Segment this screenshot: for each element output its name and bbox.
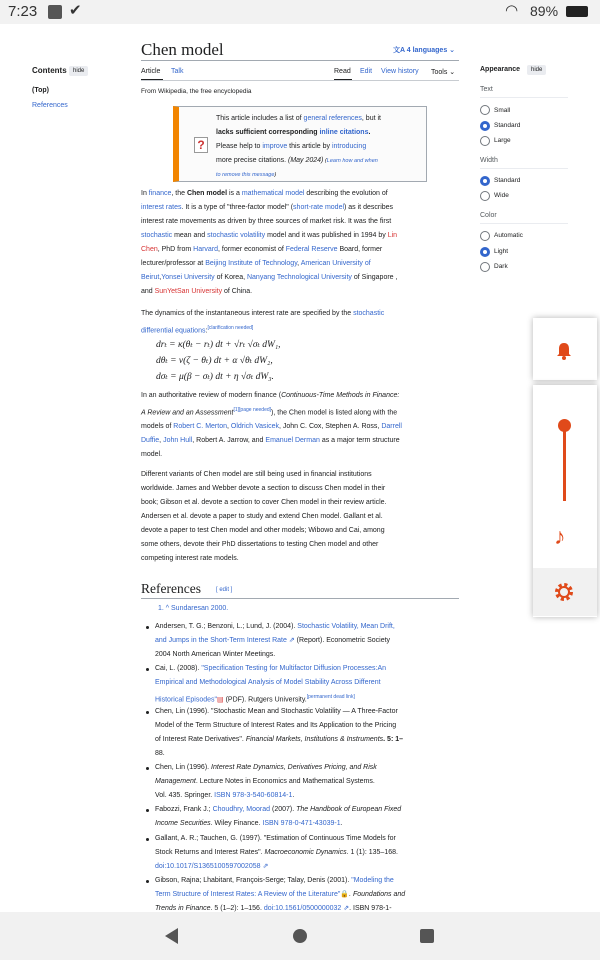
notice-text: This article includes a list of general references, but it lacks sufficient corresponding inline citations. Please help to improve this article by introducing more precise citations. (May 2024) (Learn how and when to remove this message) (216, 115, 381, 178)
wifi-icon: ◠ (505, 2, 519, 19)
volume-slider-track[interactable] (563, 425, 566, 501)
refimprove-notice (173, 106, 427, 182)
cai-link-3[interactable]: Historical Episodes" (155, 696, 218, 704)
stochastic-link[interactable]: stochastic (141, 232, 173, 239)
radio-width-wide-label: Wide (494, 192, 509, 199)
inline-citations-link[interactable]: inline citations (319, 129, 369, 136)
duffie-link-2[interactable]: Duffie (141, 437, 160, 445)
tab-talk[interactable]: Talk (171, 68, 184, 75)
learn-how-link[interactable]: Learn how and when (326, 158, 378, 164)
gibson-link[interactable]: "Modeling the (351, 877, 394, 884)
radio-color-dark-label: Dark (494, 263, 508, 270)
tab-article[interactable]: Article (141, 68, 161, 75)
radio-text-standard-label: Standard (494, 122, 521, 129)
gibson-link-2[interactable]: Term Structure of Interest Rates: A Review of the Literature" (155, 891, 341, 898)
john-hull-link[interactable]: John Hull (163, 437, 193, 445)
isbn-link-fabozzi[interactable]: ISBN 978-0-471-43039-1 (262, 820, 341, 827)
radio-color-automatic-label: Automatic (494, 232, 523, 239)
ntu-link[interactable]: Nanyang Technological University (246, 274, 352, 281)
radio-text-standard[interactable] (480, 121, 490, 131)
bullet (146, 838, 149, 841)
color-label: Color (480, 212, 497, 219)
mathematical-model-link[interactable]: mathematical model (241, 190, 305, 197)
dead-link-note[interactable]: [permanent dead link] (306, 694, 355, 700)
bullet (146, 767, 149, 770)
site-sub: From Wikipedia, the free encyclopedia (141, 88, 252, 95)
improve-link[interactable]: improve (262, 143, 288, 150)
external-link-icon: ⇗ (260, 863, 269, 870)
battery-percent: 89% (530, 3, 559, 19)
choudhry-link[interactable]: Choudhry, Moorad (212, 806, 271, 813)
bit-link[interactable]: Beijing Institute of Technology (205, 260, 298, 267)
music-note-icon[interactable]: ♪ (554, 523, 566, 549)
notification-icon (48, 5, 62, 19)
sunyetsan-link[interactable]: SunYetSan University (154, 288, 223, 295)
bib-entry-chen-1996a: Chen, Lin (1996). "Stochastic Mean and Stochastic Volatility — A Three-Factor Model of the Term Structure of Interest Rates and Its Application to the Pricing of Interest Rate Derivatives". Financial Markets, Institutions & Instruments. 5: 1– 88. (155, 708, 404, 757)
interest-rates-link[interactable]: interest rates (141, 204, 182, 211)
radio-text-small[interactable] (480, 105, 490, 115)
bib-entry-andersen: Andersen, T. G.; Benzoni, L.; Lund, J. (2004). Stochastic Volatility, Mean Drift, and Jumps in the Short-Term Interest Rate ⇗ (Report). Econometric Society 2004 North American Winter Meetings. (155, 623, 395, 658)
text-size-label: Text (480, 86, 493, 93)
tab-view-history[interactable]: View history (381, 68, 419, 75)
doi-link-gibson[interactable]: doi:10.1561/0500000032 (263, 905, 342, 912)
merton-link[interactable]: Robert C. Merton (173, 423, 227, 431)
status-time: 7:23 (8, 3, 38, 20)
bib-entry-chen-1996b: Chen, Lin (1996). Interest Rate Dynamics, Derivatives Pricing, and Risk Management. Lecture Notes in Economics and Mathematical Systems. Vol. 435. Springer. ISBN 978-3-540-60814-1. (155, 764, 377, 799)
language-label: 4 languages (406, 47, 448, 54)
review-paragraph: In an authoritative review of modern finance (Continuous-Time Methods in Finance: A Review and an Assessment[1][page needed]), the Chen model is listed along with the models of Robert C. Merton, Oldrich Vasicek, John C. Cox, Stephen A. Ross, Darrell Duffie, John Hull, Robert A. Jarrow, and Emanuel Derman as a major term structure model. (141, 392, 402, 459)
radio-width-standard-label: Standard (494, 177, 521, 184)
footnote-1[interactable]: 1. ^ Sundaresan 2000. (158, 605, 229, 612)
doi-link-gallant[interactable]: doi:10.1017/S1365100597002058 (155, 863, 261, 870)
translate-icon: 文A (393, 47, 407, 54)
intro-paragraph: In finance, the Chen model is a mathematical model describing the evolution of interest rates. It is a type of "three-factor model" (short-rate model) as it describes interest rate movements as driven by three sources of market risk. It was the first stochastic mean and stochastic volatility model and it was published in 1994 by Lin Chen, PhD from Harvard, former economist of Federal Reserve Board, former lecturer/professor at Beijing Institute of Technology, American University of Beirut,Yonsei University of Korea, Nanyang Technological University of Singapore , and SunYetSan University of China. (141, 190, 398, 295)
divider (480, 97, 568, 98)
width-label: Width (480, 157, 498, 164)
clarification-needed[interactable]: [clarification needed] (207, 325, 254, 331)
gear-icon[interactable] (553, 581, 575, 608)
chevron-down-icon: ⌄ (447, 69, 456, 76)
bullet (146, 711, 149, 714)
question-book-icon: ? (194, 137, 208, 153)
stochastic-volatility-link[interactable]: stochastic volatility (207, 232, 266, 239)
aub-link[interactable]: American University of (300, 260, 371, 267)
back-icon[interactable] (165, 928, 178, 944)
citation-1[interactable]: [1][page needed] (233, 407, 272, 413)
download-done-icon: ✔ (69, 2, 82, 19)
duffie-link[interactable]: Darrell (381, 423, 402, 431)
toc-hide-button[interactable]: hide (69, 66, 88, 76)
beirut-link[interactable]: Beirut (141, 274, 160, 281)
remove-message-link[interactable]: to remove this message (216, 172, 275, 178)
equation-theta: dθₜ = ν(ζ − θₜ) dt + α √θₜ dW₂, (156, 356, 273, 366)
chevron-down-icon: ⌄ (447, 47, 456, 54)
divider (480, 168, 568, 169)
introducing-link[interactable]: introducing (331, 143, 367, 150)
references-divider (141, 598, 459, 599)
bullet (146, 626, 149, 629)
tools-label: Tools (431, 69, 448, 76)
lock-icon: 🔒 (340, 891, 350, 898)
isbn-link-chen[interactable]: ISBN 978-3-540-60814-1 (214, 792, 293, 799)
federal-reserve-link[interactable]: Federal Reserve (285, 246, 338, 253)
toc-item-top[interactable]: (Top) (32, 87, 49, 94)
bullet (146, 668, 149, 671)
harvard-link[interactable]: Harvard (193, 246, 219, 253)
sde-link[interactable]: stochastic (353, 310, 385, 317)
lin-chen-link-2[interactable]: Chen (141, 246, 158, 253)
toc-title: Contents (32, 66, 67, 75)
toc-item-references[interactable]: References (32, 102, 68, 109)
page-title: Chen model (141, 40, 224, 59)
references-heading: References (141, 581, 201, 596)
divider (480, 223, 568, 224)
status-bar (0, 0, 600, 24)
bib-entry-fabozzi: Fabozzi, Frank J.; Choudhry, Moorad (2007). The Handbook of European Fixed Income Securities. Wiley Finance. ISBN 978-0-471-43039-1. (155, 806, 402, 827)
finance-link[interactable]: finance (148, 190, 172, 197)
bib-entry-gallant: Gallant, A. R.; Tauchen, G. (1997). "Estimation of Continuous Time Models for Stock Returns and Interest Rates". Macroeconomic Dynamics. 1 (1): 135–168. doi:10.1017/S1365100597002058 ⇗ (155, 835, 398, 870)
recent-apps-icon[interactable] (420, 929, 434, 943)
external-link-icon: ⇗ (341, 905, 350, 912)
dynamics-paragraph: The dynamics of the instantaneous interest rate are specified by the stochastic differential equations:[clarification needed] (141, 310, 385, 335)
bib-entry-cai: Cai, L. (2008). "Specification Testing for Multifactor Diffusion Processes:An Empirical and Methodological Analysis of Model Stability Across Different Historical Episodes"▤ (PDF). Rutgers University.[permanent dead link] (155, 662, 455, 707)
yonsei-link[interactable]: Yonsei University (161, 274, 215, 281)
battery-icon (566, 6, 588, 17)
tab-divider (141, 80, 459, 81)
title-divider (141, 60, 459, 61)
navigation-bar (0, 912, 600, 960)
sde-link-2[interactable]: differential equations (141, 327, 206, 335)
cai-link-2[interactable]: Empirical and Methodological Analysis of Model Stability Across Different (155, 679, 381, 686)
bullet (146, 880, 149, 883)
radio-width-wide[interactable] (480, 191, 490, 201)
variants-paragraph: Different variants of Chen model are still being used in financial institutions worldwide. James and Webber devote a section to discuss Chen model in their book; Gibson et al. devote a section to cover Chen model in their review article. Andersen et al. devote a paper to study and extend Chen model. Gallant et al. devote a paper to test Chen model and other models; Wibowo and Cai, among some others, devote their PhD dissertations to testing Chen model and other competing interest rate models. (141, 471, 387, 562)
equation-r: drₜ = κ(θₜ − rₜ) dt + √rₜ √σₜ dW₁, (156, 340, 281, 350)
volume-slider-thumb[interactable] (558, 419, 571, 432)
tab-read[interactable]: Read (334, 68, 351, 75)
appearance-title: Appearance (480, 66, 521, 73)
pdf-icon: ▤ (217, 696, 224, 704)
andersen-link-2[interactable]: and Jumps in the Short-Term Interest Rate (155, 637, 287, 644)
radio-color-automatic[interactable] (480, 231, 490, 241)
general-references-link[interactable]: general references (303, 115, 362, 122)
tools-menu[interactable] (431, 68, 455, 76)
cai-link[interactable]: "Specification Testing for Multifactor Diffusion Processes:An (201, 665, 387, 672)
radio-color-light-label: Light (494, 248, 509, 255)
equation-sigma: dσₜ = μ(β − σₜ) dt + η √σₜ dW₃. (156, 372, 274, 382)
appearance-hide-button[interactable]: hide (527, 65, 546, 75)
external-link-icon: ⇗ (286, 637, 295, 644)
radio-text-large-label: Large (494, 137, 511, 144)
radio-text-small-label: Small (494, 107, 511, 114)
vasicek-link[interactable]: Oldrich Vasicek (230, 423, 279, 431)
home-icon[interactable] (293, 929, 307, 943)
tab-edit[interactable]: Edit (360, 68, 373, 75)
andersen-link[interactable]: Stochastic Volatility, Mean Drift, (297, 623, 395, 630)
radio-color-light[interactable] (480, 247, 490, 257)
lin-chen-link[interactable]: Lin (387, 232, 398, 239)
radio-text-large[interactable] (480, 136, 490, 146)
language-button[interactable] (393, 45, 455, 55)
short-rate-model-link[interactable]: short-rate model (293, 204, 345, 211)
bullet (146, 809, 149, 812)
radio-width-standard[interactable] (480, 176, 490, 186)
bib-entry-gibson: Gibson, Rajna; Lhabitant, François-Serge; Talay, Denis (2001). "Modeling the Term Structure of Interest Rates: A Review of the Literature"🔒. Foundations and Trends in Finance. 5 (1–2): 1–156. doi:10.1561/0500000032 ⇗. ISBN 978-1- (155, 877, 406, 912)
derman-link[interactable]: Emanuel Derman (265, 437, 320, 445)
radio-color-dark[interactable] (480, 262, 490, 272)
references-edit-link[interactable]: [ edit ] (216, 587, 233, 593)
bell-icon[interactable] (554, 341, 574, 366)
